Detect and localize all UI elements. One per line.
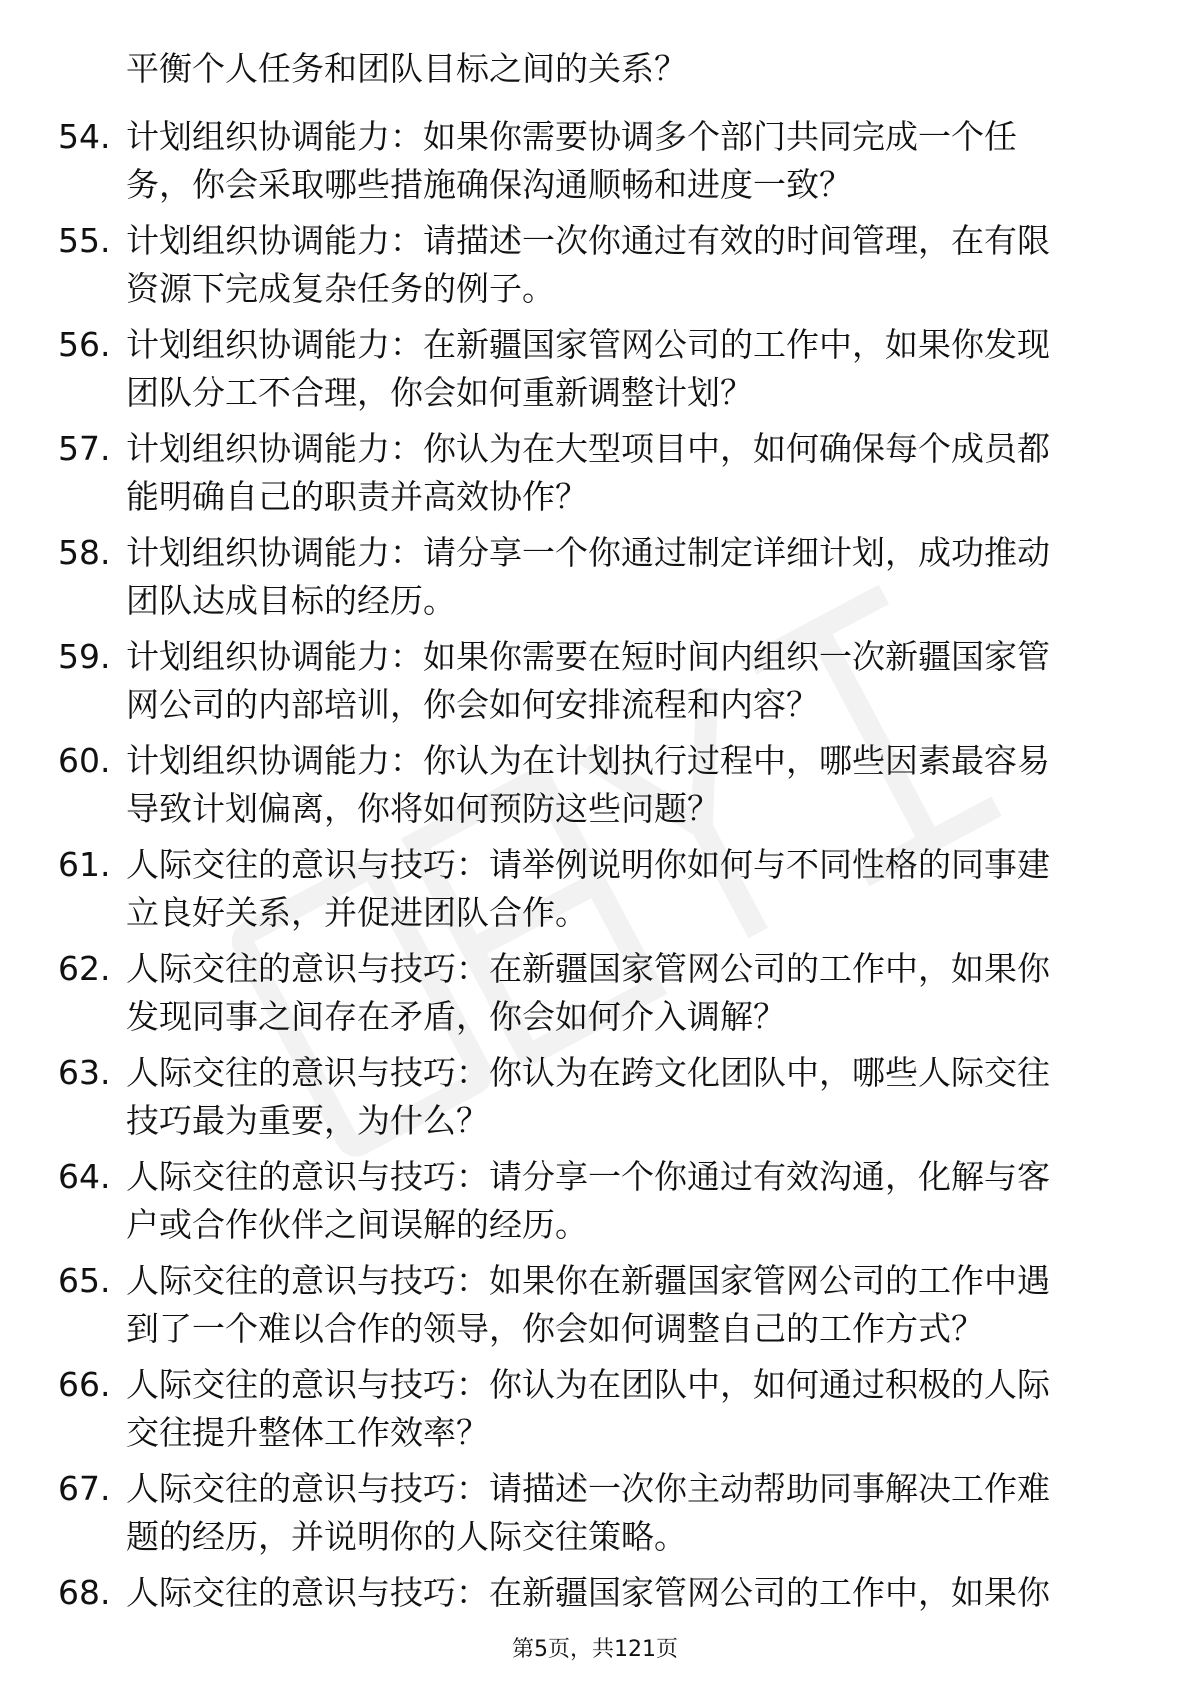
question-text: 人际交往的意识与技巧：如果你在新疆国家管网公司的工作中遇 到了一个难以合作的领导，你会如何调整自己的工作方式？ — [126, 1261, 1050, 1348]
question-number: 54. — [58, 117, 111, 156]
question-number: 57. — [58, 429, 111, 468]
continuation-text: 平衡个人任务和团队目标之间的关系？ — [126, 49, 687, 88]
question-text: 人际交往的意识与技巧：请举例说明你如何与不同性格的同事建 立良好关系，并促进团队合作。 — [126, 845, 1050, 932]
question-item — [0, 113, 1190, 217]
question-item — [0, 945, 1190, 1049]
question-text: 人际交往的意识与技巧：在新疆国家管网公司的工作中，如果你 — [126, 1573, 1050, 1612]
question-text: 人际交往的意识与技巧：你认为在跨文化团队中，哪些人际交往 技巧最为重要，为什么？ — [126, 1053, 1050, 1140]
question-number: 67. — [58, 1469, 111, 1508]
question-text: 人际交往的意识与技巧：请描述一次你主动帮助同事解决工作难 题的经历，并说明你的人际交往策略。 — [126, 1469, 1050, 1556]
question-item — [0, 737, 1190, 841]
question-item — [0, 633, 1190, 737]
question-text: 人际交往的意识与技巧：你认为在团队中，如何通过积极的人际 交往提升整体工作效率？ — [126, 1365, 1050, 1452]
question-number: 66. — [58, 1365, 111, 1404]
question-number: 63. — [58, 1053, 111, 1092]
question-item — [0, 1049, 1190, 1153]
question-item — [0, 1153, 1190, 1257]
question-item — [0, 321, 1190, 425]
question-text: 计划组织协调能力：请分享一个你通过制定详细计划，成功推动 团队达成目标的经历。 — [126, 533, 1050, 620]
question-item — [0, 1465, 1190, 1569]
question-number: 59. — [58, 637, 111, 676]
question-item — [0, 217, 1190, 321]
question-text: 人际交往的意识与技巧：请分享一个你通过有效沟通，化解与客 户或合作伙伴之间误解的经历。 — [126, 1157, 1050, 1244]
question-text: 计划组织协调能力：在新疆国家管网公司的工作中，如果你发现 团队分工不合理，你会如何重新调整计划？ — [126, 325, 1050, 412]
question-number: 64. — [58, 1157, 111, 1196]
question-number: 58. — [58, 533, 111, 572]
question-text: 计划组织协调能力：如果你需要协调多个部门共同完成一个任 务，你会采取哪些措施确保沟通顺畅和进度一致？ — [126, 117, 1017, 204]
question-text: 计划组织协调能力：你认为在计划执行过程中，哪些因素最容易 导致计划偏离，你将如何预防这些问题？ — [126, 741, 1050, 828]
question-text: 计划组织协调能力：请描述一次你通过有效的时间管理，在有限 资源下完成复杂任务的例子。 — [126, 221, 1050, 308]
question-text: 计划组织协调能力：你认为在大型项目中，如何确保每个成员都 能明确自己的职责并高效协作？ — [126, 429, 1050, 516]
question-text: 计划组织协调能力：如果你需要在短时间内组织一次新疆国家管 网公司的内部培训，你会如何安排流程和内容？ — [126, 637, 1050, 724]
question-number: 68. — [58, 1573, 111, 1612]
page-footer: 第5页，共121页 — [512, 1637, 678, 1662]
question-item — [0, 841, 1190, 945]
question-number: 61. — [58, 845, 111, 884]
question-item — [0, 1257, 1190, 1361]
question-number: 56. — [58, 325, 111, 364]
question-item — [0, 1361, 1190, 1465]
question-list — [0, 113, 1190, 1673]
question-item — [0, 529, 1190, 633]
question-number: 55. — [58, 221, 111, 260]
question-text: 人际交往的意识与技巧：在新疆国家管网公司的工作中，如果你 发现同事之间存在矛盾，你会如何介入调解？ — [126, 949, 1050, 1036]
question-item — [0, 425, 1190, 529]
question-number: 60. — [58, 741, 111, 780]
question-number: 62. — [58, 949, 111, 988]
question-number: 65. — [58, 1261, 111, 1300]
